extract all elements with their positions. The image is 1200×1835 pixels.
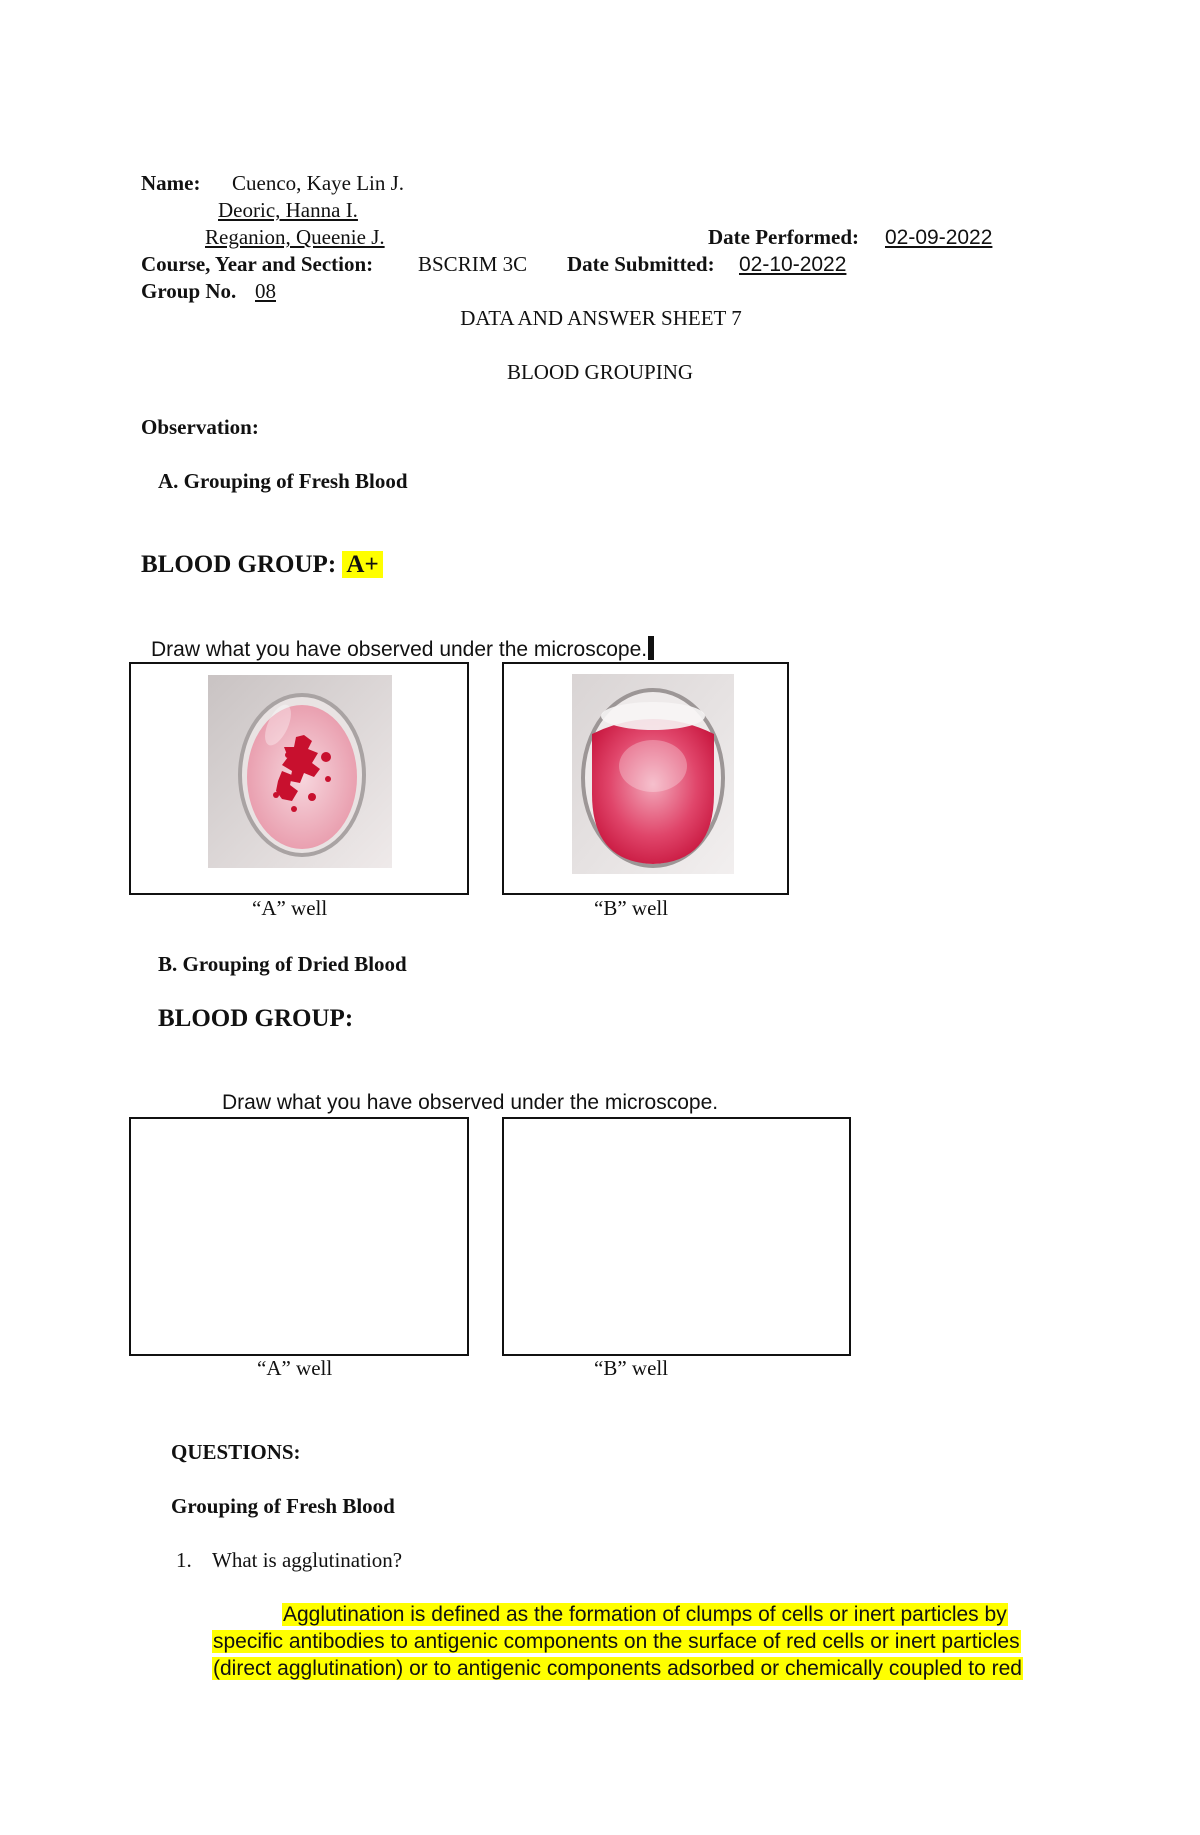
student-name-1: Cuenco, Kaye Lin J. (232, 171, 405, 195)
student-name-3: Reganion, Queenie J. (205, 225, 385, 249)
topic-title-text: BLOOD GROUPING (506, 360, 694, 384)
section-a-instruction-text: Draw what you have observed under the microscope. (151, 638, 648, 661)
questions-heading: QUESTIONS: (171, 1440, 301, 1464)
dried-b-well-box (502, 1117, 851, 1356)
fresh-a-well-box (129, 662, 469, 895)
group-label: Group No. (141, 279, 237, 303)
answer-1-line-2: specific antibodies to antigenic components on the surface of red cells or inert particles (213, 1630, 1020, 1653)
student-name-2: Deoric, Hanna I. (218, 198, 358, 222)
dried-a-well-box (129, 1117, 469, 1356)
date-performed-value: 02-09-2022 (885, 226, 993, 249)
topic-title (0, 360, 1200, 385)
blood-group-b-label: BLOOD GROUP: (158, 1005, 354, 1032)
answer-1 (212, 1601, 1052, 1682)
answer-1-line-1: Agglutination is defined as the formation of clumps of cells or inert particles by (283, 1603, 1007, 1626)
date-submitted-label: Date Submitted: (567, 252, 715, 276)
section-b-instruction: Draw what you have observed under the microscope. (222, 1091, 719, 1114)
question-1-text: What is agglutination? (212, 1548, 403, 1572)
dried-b-well-caption: “B” well (594, 1356, 669, 1380)
section-b-heading: B. Grouping of Dried Blood (158, 952, 407, 976)
fresh-a-well-photo (208, 675, 392, 868)
name-label: Name: (141, 171, 201, 195)
section-a-heading: A. Grouping of Fresh Blood (158, 469, 408, 493)
dried-a-well-caption: “A” well (257, 1356, 333, 1380)
fresh-b-well-photo (572, 674, 734, 874)
blood-group-a-value: A+ (342, 551, 382, 578)
answer-1-line-3: (direct agglutination) or to antigenic components adsorbed or chemically coupled to red (213, 1657, 1022, 1680)
blood-group-a-label (141, 551, 383, 579)
date-submitted-value: 02-10-2022 (739, 253, 847, 276)
questions-subheading: Grouping of Fresh Blood (171, 1494, 395, 1518)
sheet-title (0, 306, 1200, 331)
date-performed-label: Date Performed: (708, 225, 859, 249)
question-1-number: 1. (176, 1548, 192, 1572)
blood-group-a-label-text: BLOOD GROUP: (141, 551, 337, 578)
section-a-instruction (151, 636, 654, 662)
observation-label: Observation: (141, 415, 259, 439)
text-cursor (648, 636, 654, 660)
group-value: 08 (255, 279, 276, 303)
fresh-b-well-box (502, 662, 789, 895)
fresh-a-well-caption: “A” well (252, 896, 328, 920)
fresh-b-well-caption: “B” well (594, 896, 669, 920)
sheet-title-text: DATA AND ANSWER SHEET 7 (460, 306, 742, 330)
course-value: BSCRIM 3C (418, 252, 528, 276)
course-label: Course, Year and Section: (141, 252, 374, 276)
